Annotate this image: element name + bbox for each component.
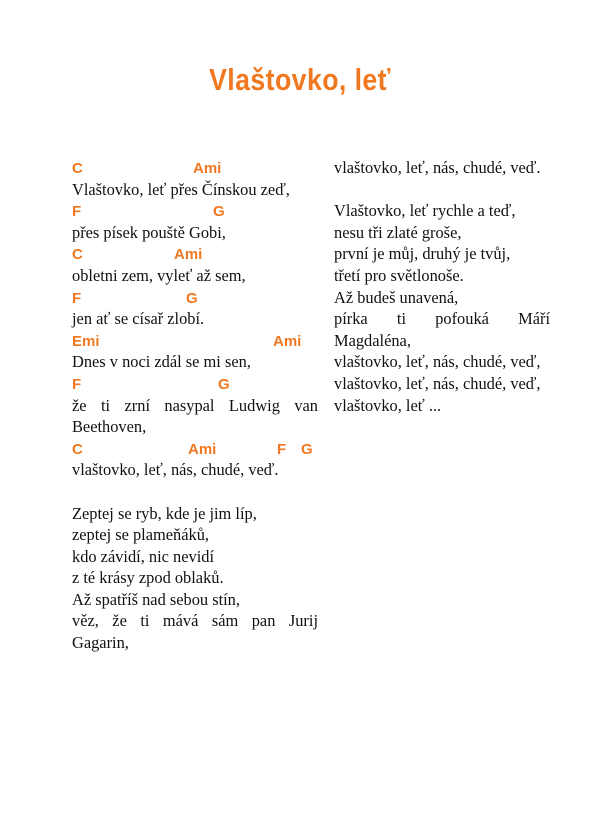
- lyric-line: že ti zrní nasypal Ludwig van Beethoven,: [72, 395, 318, 437]
- lyric-line: Zeptej se ryb, kde je jim líp,: [72, 503, 257, 523]
- lyric-line: jen ať se císař zlobí.: [72, 309, 205, 329]
- lyric-line: vlaštovko, leť, nás, chudé, veď.: [334, 158, 541, 177]
- chord: Ami: [174, 246, 203, 264]
- lyric-line: zeptej se plameňáků,: [72, 525, 209, 545]
- lyric-line: z té krásy zpod oblaků.: [72, 568, 224, 588]
- lyric-line: pírka ti pofouká Máří Magdaléna,: [334, 309, 550, 350]
- lyric-line: první je můj, druhý je tvůj,: [334, 244, 511, 264]
- right-column: [334, 157, 550, 416]
- stanza-gap: [334, 179, 550, 201]
- chord: G: [218, 375, 230, 393]
- chord-row: [72, 157, 318, 179]
- song-title: Vlaštovko, leť: [209, 62, 391, 97]
- chord: F: [72, 203, 82, 221]
- chord-row: [72, 200, 318, 222]
- chord: F: [277, 440, 287, 458]
- lyric-line: věz, že ti mává sám pan Jurij Gagarin,: [72, 611, 318, 653]
- chord: C: [72, 246, 83, 264]
- lyric-line: kdo závidí, nic nevidí: [72, 546, 215, 566]
- chord: G: [213, 203, 225, 221]
- lyric-line: přes písek pouště Gobi,: [72, 222, 226, 242]
- stanza-gap: [72, 481, 318, 503]
- chord-row: [72, 438, 318, 460]
- lyric-line: Až budeš unavená,: [334, 287, 459, 307]
- lyric-line: Vlaštovko, leť přes Čínskou zeď,: [72, 179, 290, 199]
- chord: Ami: [188, 440, 217, 458]
- chord: F: [72, 375, 82, 393]
- chord: Emi: [72, 332, 100, 350]
- chord: Ami: [193, 160, 222, 177]
- chord: Ami: [273, 332, 302, 350]
- lyric-line: vlaštovko, leť, nás, chudé, veď.: [72, 460, 279, 480]
- lyric-line: třetí pro světlonoše.: [334, 265, 464, 285]
- chord-row: [72, 243, 318, 265]
- lyric-line: Dnes v noci zdál se mi sen,: [72, 352, 251, 372]
- left-column: [72, 157, 318, 654]
- lyric-line: Vlaštovko, leť rychle a teď,: [334, 201, 516, 221]
- chord: C: [72, 160, 83, 177]
- chord: F: [72, 289, 82, 307]
- lyric-line: vlaštovko, leť, nás, chudé, veď,: [334, 373, 541, 393]
- chord-row: [72, 373, 318, 395]
- lyric-line: vlaštovko, leť, nás, chudé, veď,: [334, 352, 541, 372]
- lyric-line: vlaštovko, leť ...: [334, 395, 442, 415]
- chord-row: [72, 330, 318, 352]
- lyric-line: nesu tři zlaté groše,: [334, 222, 462, 242]
- lyric-line: Až spatříš nad sebou stín,: [72, 589, 240, 609]
- chord: G: [186, 289, 198, 307]
- chord: G: [301, 440, 313, 458]
- chord-row: [72, 287, 318, 309]
- lyric-line: obletni zem, vyleť až sem,: [72, 265, 246, 285]
- chord: C: [72, 440, 83, 458]
